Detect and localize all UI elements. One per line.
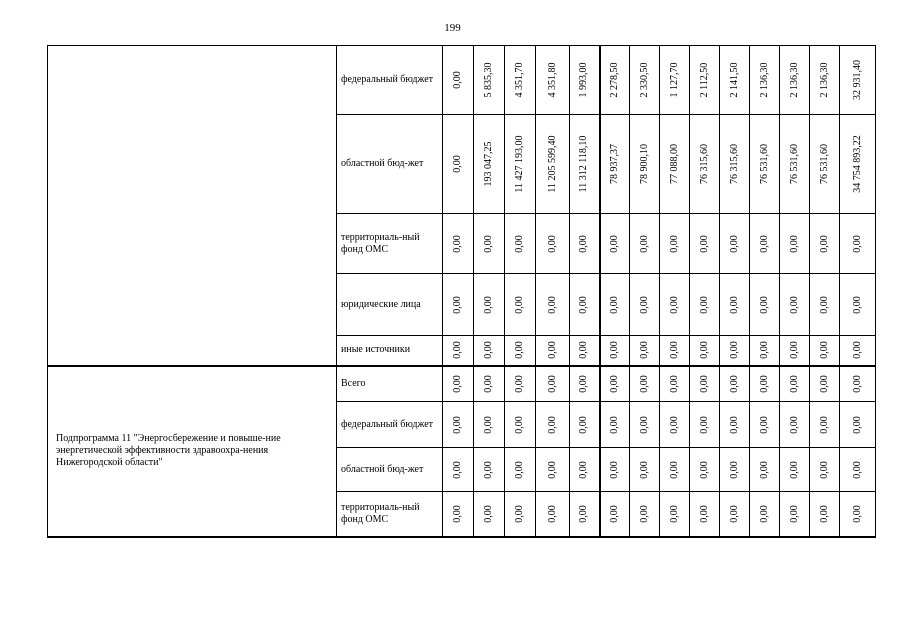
funding-source-cell: областной бюд-жет [337, 448, 443, 492]
value-cell [840, 448, 876, 492]
value-cell [630, 402, 660, 448]
value-cell [840, 274, 876, 336]
value-cell [750, 274, 780, 336]
value-cell [570, 402, 600, 448]
funding-source-cell: областной бюд-жет [337, 115, 443, 214]
value-text: 0,00 [514, 375, 525, 393]
value-cell [750, 214, 780, 274]
value-cell [750, 46, 780, 115]
value-text: 11 427 193,00 [514, 135, 525, 193]
value-text: 0,00 [546, 505, 558, 523]
value-text: 0,00 [728, 505, 740, 523]
value-text: 0,00 [668, 295, 680, 314]
value-text: 0,00 [728, 375, 740, 393]
value-text: 0,00 [514, 341, 525, 359]
value-cell [474, 214, 505, 274]
value-text: 0,00 [851, 375, 863, 393]
value-text: 0,00 [452, 460, 463, 479]
value-cell [600, 115, 630, 214]
value-cell [474, 115, 505, 214]
value-cell [600, 214, 630, 274]
value-cell [474, 46, 505, 115]
value-text: 78 937,37 [608, 144, 620, 184]
value-cell [443, 336, 474, 366]
value-text: 0,00 [578, 505, 590, 523]
value-text: 0,00 [452, 415, 463, 434]
value-text: 11 312 118,10 [578, 135, 590, 193]
value-text: 0,00 [514, 234, 525, 253]
value-cell [536, 214, 570, 274]
value-text: 0,00 [698, 375, 710, 393]
value-text: 0,00 [608, 341, 620, 359]
funding-source-cell: федеральный бюджет [337, 46, 443, 115]
value-text: 0,00 [668, 341, 680, 359]
value-text: 0,00 [638, 460, 650, 479]
value-text: 0,00 [758, 375, 770, 393]
value-text: 0,00 [818, 460, 830, 479]
value-cell [810, 336, 840, 366]
value-text: 4 351,70 [514, 62, 525, 98]
value-cell [780, 274, 810, 336]
value-cell [780, 115, 810, 214]
value-cell [570, 366, 600, 402]
value-text: 0,00 [608, 415, 620, 434]
value-text: 0,00 [483, 460, 494, 479]
value-text: 0,00 [638, 234, 650, 253]
value-text: 0,00 [851, 295, 863, 314]
value-cell [474, 336, 505, 366]
value-text: 0,00 [818, 234, 830, 253]
value-text: 2 136,30 [758, 62, 770, 98]
funding-source-cell: иные источники [337, 336, 443, 366]
value-cell [720, 115, 750, 214]
value-cell [536, 402, 570, 448]
value-text: 0,00 [578, 295, 590, 314]
value-text: 0,00 [452, 71, 463, 89]
value-text: 0,00 [578, 234, 590, 253]
value-cell [810, 492, 840, 537]
value-text: 0,00 [698, 460, 710, 479]
value-cell [474, 274, 505, 336]
value-text: 0,00 [452, 375, 463, 393]
value-text: 0,00 [698, 234, 710, 253]
value-cell [443, 492, 474, 537]
page-number: 199 [444, 22, 461, 34]
value-cell [810, 46, 840, 115]
value-text: 0,00 [546, 460, 558, 479]
value-text: 0,00 [698, 295, 710, 314]
value-cell [660, 115, 690, 214]
value-cell [600, 492, 630, 537]
value-cell [630, 448, 660, 492]
value-cell [720, 366, 750, 402]
value-text: 0,00 [758, 234, 770, 253]
value-cell [660, 46, 690, 115]
value-text: 0,00 [818, 341, 830, 359]
funding-source-cell: территориаль-ный фонд ОМС [337, 492, 443, 537]
table-row [48, 366, 876, 402]
value-text: 0,00 [668, 505, 680, 523]
value-cell [536, 366, 570, 402]
value-cell [690, 274, 720, 336]
value-text: 77 088,00 [668, 144, 680, 184]
value-cell [660, 366, 690, 402]
value-text: 0,00 [788, 341, 800, 359]
value-cell [600, 366, 630, 402]
value-text: 0,00 [483, 234, 494, 253]
value-text: 0,00 [698, 341, 710, 359]
value-text: 0,00 [728, 341, 740, 359]
value-cell [443, 274, 474, 336]
value-text: 0,00 [608, 295, 620, 314]
value-cell [840, 402, 876, 448]
value-text: 0,00 [851, 341, 863, 359]
value-text: 0,00 [728, 460, 740, 479]
value-text: 0,00 [788, 505, 800, 523]
value-text: 0,00 [546, 341, 558, 359]
value-cell [536, 492, 570, 537]
value-cell [690, 214, 720, 274]
value-text: 34 754 893,22 [851, 135, 863, 193]
value-cell [780, 448, 810, 492]
value-text: 2 136,30 [788, 62, 800, 98]
value-text: 0,00 [818, 415, 830, 434]
value-cell [443, 115, 474, 214]
value-cell [570, 336, 600, 366]
value-text: 0,00 [851, 460, 863, 479]
value-cell [810, 366, 840, 402]
value-cell [474, 448, 505, 492]
value-text: 0,00 [483, 295, 494, 314]
value-text: 2 278,50 [608, 62, 620, 98]
value-text: 0,00 [452, 295, 463, 314]
value-cell [690, 115, 720, 214]
value-cell [690, 448, 720, 492]
value-text: 0,00 [788, 460, 800, 479]
value-cell [720, 214, 750, 274]
value-cell [840, 336, 876, 366]
value-text: 0,00 [728, 415, 740, 434]
value-cell [720, 46, 750, 115]
value-text: 0,00 [758, 341, 770, 359]
value-cell [720, 402, 750, 448]
value-cell [505, 402, 536, 448]
value-cell [630, 46, 660, 115]
value-text: 0,00 [788, 415, 800, 434]
value-cell [840, 492, 876, 537]
value-cell [570, 115, 600, 214]
value-text: 2 141,50 [728, 62, 740, 98]
value-cell [720, 448, 750, 492]
value-text: 0,00 [452, 505, 463, 523]
value-text: 0,00 [578, 341, 590, 359]
value-text: 0,00 [578, 460, 590, 479]
value-cell [600, 46, 630, 115]
value-cell [600, 274, 630, 336]
value-cell [660, 274, 690, 336]
value-text: 0,00 [818, 505, 830, 523]
value-cell [536, 274, 570, 336]
value-cell [570, 214, 600, 274]
value-cell [505, 366, 536, 402]
value-text: 0,00 [546, 375, 558, 393]
value-cell [505, 336, 536, 366]
value-cell [443, 46, 474, 115]
value-text: 0,00 [668, 415, 680, 434]
value-text: 0,00 [514, 295, 525, 314]
value-text: 76 531,60 [758, 144, 770, 184]
value-cell [443, 402, 474, 448]
value-cell [630, 336, 660, 366]
value-cell [660, 492, 690, 537]
funding-source-cell: Всего [337, 366, 443, 402]
value-text: 76 531,60 [818, 144, 830, 184]
value-text: 0,00 [818, 375, 830, 393]
value-text: 76 315,60 [698, 144, 710, 184]
value-cell [536, 336, 570, 366]
value-cell [443, 448, 474, 492]
value-cell [750, 492, 780, 537]
value-cell [780, 492, 810, 537]
value-cell [630, 366, 660, 402]
value-cell [690, 402, 720, 448]
value-text: 76 531,60 [788, 144, 800, 184]
value-text: 0,00 [788, 234, 800, 253]
value-cell [660, 448, 690, 492]
value-cell [536, 448, 570, 492]
value-text: 0,00 [452, 155, 463, 173]
value-cell [840, 46, 876, 115]
value-cell [750, 448, 780, 492]
value-text: 0,00 [546, 234, 558, 253]
value-cell [630, 274, 660, 336]
value-cell [720, 492, 750, 537]
value-text: 0,00 [788, 375, 800, 393]
value-text: 0,00 [851, 234, 863, 253]
value-text: 0,00 [758, 460, 770, 479]
value-cell [750, 336, 780, 366]
value-cell [600, 336, 630, 366]
value-cell [443, 366, 474, 402]
value-cell [660, 402, 690, 448]
value-text: 193 047,25 [483, 141, 494, 187]
value-cell [780, 402, 810, 448]
value-cell [505, 448, 536, 492]
value-cell [810, 214, 840, 274]
value-text: 1 127,70 [668, 62, 680, 98]
value-text: 0,00 [728, 295, 740, 314]
funding-source-cell: юридические лица [337, 274, 443, 336]
value-text: 78 900,10 [638, 144, 650, 184]
value-text: 0,00 [546, 295, 558, 314]
value-text: 4 351,80 [546, 62, 558, 98]
value-cell [536, 46, 570, 115]
value-text: 0,00 [514, 505, 525, 523]
value-cell [660, 336, 690, 366]
value-text: 0,00 [851, 505, 863, 523]
value-text: 0,00 [483, 415, 494, 434]
value-text: 0,00 [608, 375, 620, 393]
value-text: 0,00 [483, 505, 494, 523]
value-text: 0,00 [638, 341, 650, 359]
value-text: 11 205 599,40 [546, 135, 558, 193]
value-cell [690, 366, 720, 402]
funding-source-cell: федеральный бюджет [337, 402, 443, 448]
value-text: 2 136,30 [818, 62, 830, 98]
value-text: 0,00 [638, 415, 650, 434]
value-cell [660, 214, 690, 274]
program-name-cell: Подпрограмма 11 "Энергосбережение и повыше-ние энергетической эффективности здравоохра-нения Нижегородской области" [48, 366, 337, 537]
value-text: 0,00 [578, 375, 590, 393]
value-cell [840, 214, 876, 274]
value-text: 0,00 [638, 375, 650, 393]
budget-table [47, 45, 876, 538]
value-cell [443, 214, 474, 274]
value-text: 5 835,30 [483, 62, 494, 98]
value-text: 0,00 [578, 415, 590, 434]
value-cell [690, 492, 720, 537]
value-cell [630, 115, 660, 214]
value-text: 76 315,60 [728, 144, 740, 184]
value-cell [750, 402, 780, 448]
value-cell [720, 274, 750, 336]
value-text: 0,00 [514, 460, 525, 479]
value-cell [840, 115, 876, 214]
value-text: 0,00 [546, 415, 558, 434]
value-cell [810, 115, 840, 214]
value-text: 0,00 [608, 505, 620, 523]
value-text: 0,00 [668, 234, 680, 253]
value-cell [720, 336, 750, 366]
value-text: 0,00 [608, 234, 620, 253]
value-cell [690, 46, 720, 115]
value-cell [810, 448, 840, 492]
value-cell [780, 366, 810, 402]
funding-source-cell: территориаль-ный фонд ОМС [337, 214, 443, 274]
value-cell [505, 46, 536, 115]
value-text: 0,00 [698, 505, 710, 523]
value-text: 0,00 [758, 415, 770, 434]
value-text: 0,00 [638, 505, 650, 523]
value-cell [505, 492, 536, 537]
value-text: 0,00 [698, 415, 710, 434]
value-text: 32 931,40 [851, 60, 863, 100]
value-text: 2 112,50 [698, 62, 710, 98]
program-name-cell [48, 46, 337, 366]
value-text: 0,00 [788, 295, 800, 314]
value-text: 1 993,00 [578, 62, 590, 98]
value-cell [780, 336, 810, 366]
value-text: 0,00 [668, 375, 680, 393]
value-cell [570, 448, 600, 492]
value-cell [600, 448, 630, 492]
value-cell [536, 115, 570, 214]
value-cell [840, 366, 876, 402]
value-cell [690, 336, 720, 366]
value-text: 0,00 [608, 460, 620, 479]
value-cell [474, 366, 505, 402]
value-text: 0,00 [483, 341, 494, 359]
value-cell [810, 402, 840, 448]
value-cell [780, 214, 810, 274]
value-text: 2 330,50 [638, 62, 650, 98]
value-cell [474, 402, 505, 448]
value-cell [505, 115, 536, 214]
value-cell [570, 274, 600, 336]
value-cell [750, 115, 780, 214]
value-cell [474, 492, 505, 537]
value-text: 0,00 [483, 375, 494, 393]
value-text: 0,00 [818, 295, 830, 314]
value-text: 0,00 [851, 415, 863, 434]
value-cell [630, 214, 660, 274]
value-text: 0,00 [638, 295, 650, 314]
value-text: 0,00 [452, 234, 463, 253]
value-text: 0,00 [452, 341, 463, 359]
value-cell [570, 46, 600, 115]
value-cell [600, 402, 630, 448]
value-cell [570, 492, 600, 537]
value-cell [630, 492, 660, 537]
value-cell [810, 274, 840, 336]
value-text: 0,00 [728, 234, 740, 253]
value-text: 0,00 [758, 505, 770, 523]
value-cell [750, 366, 780, 402]
value-text: 0,00 [514, 415, 525, 434]
value-cell [505, 274, 536, 336]
value-text: 0,00 [668, 460, 680, 479]
value-cell [780, 46, 810, 115]
table-row [48, 46, 876, 115]
value-cell [505, 214, 536, 274]
value-text: 0,00 [758, 295, 770, 314]
